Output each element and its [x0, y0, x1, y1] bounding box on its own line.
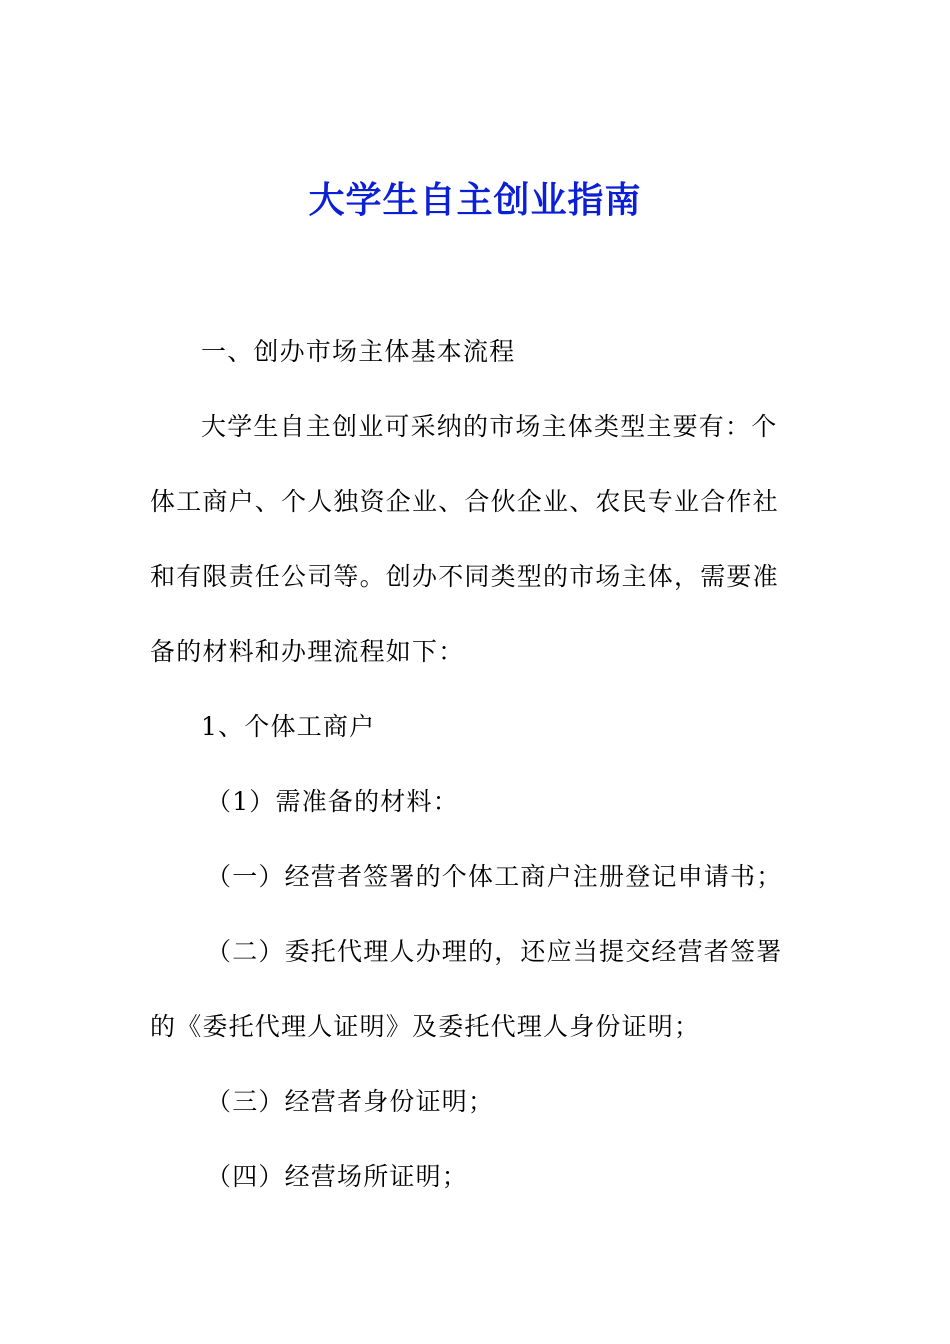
subsection-heading: 1、个体工商户 — [201, 712, 376, 741]
document-title: 大学生自主创业指南 — [308, 180, 642, 221]
section-heading: 一、创办市场主体基本流程 — [201, 337, 516, 366]
materials-heading: （1）需准备的材料： — [206, 787, 459, 816]
list-item: （四）经营场所证明； — [206, 1162, 469, 1191]
document-body — [150, 314, 794, 1214]
intro-paragraph: 大学生自主创业可采纳的市场主体类型主要有：个体工商户、个人独资企业、合伙企业、农民专业合作社和有限责任公司等。创办不同类型的市场主体，需要准备的材料和办理流程如下： — [150, 412, 779, 666]
list-item: （一）经营者签署的个体工商户注册登记申请书； — [206, 862, 783, 891]
list-item: （三）经营者身份证明； — [206, 1087, 495, 1116]
list-item: （二）委托代理人办理的，还应当提交经营者签署的《委托代理人证明》及委托代理人身份证明； — [150, 937, 783, 1041]
